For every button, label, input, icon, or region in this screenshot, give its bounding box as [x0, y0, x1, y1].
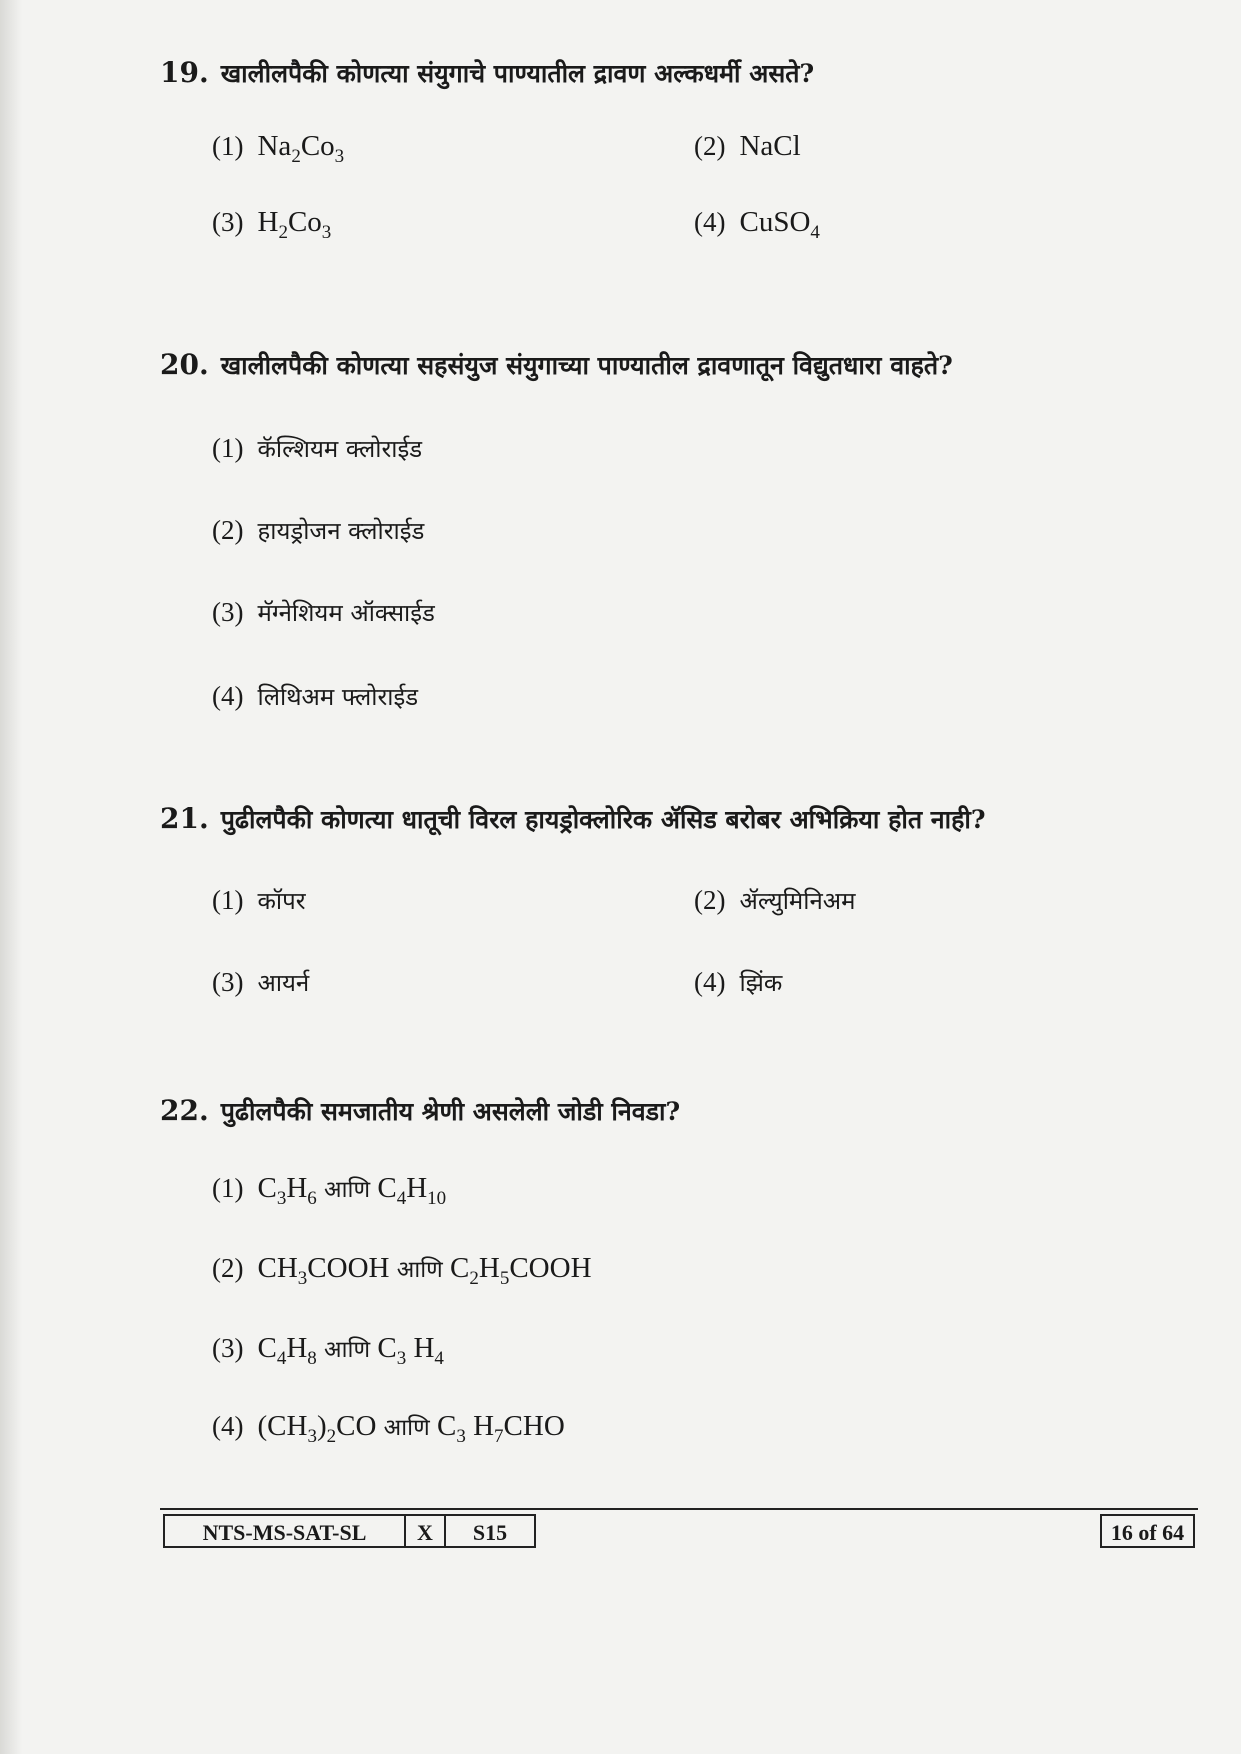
- question-21: 21. पुढीलपैकी कोणत्या धातूची विरल हायड्रोक्लोरिक ॲसिड बरोबर अभिक्रिया होत नाही?: [160, 802, 986, 835]
- question-text: खालीलपैकी कोणत्या संयुगाचे पाण्यातील द्रावण अल्कधर्मी असते?: [220, 59, 815, 88]
- option-22-2[interactable]: (2) $CH_3COOH$ आणि $C_2H_5COOH$: [212, 1252, 592, 1289]
- question-number: 19.: [160, 56, 209, 89]
- question-19: [160, 56, 814, 90]
- option-20-3[interactable]: (3) मॅग्नेशियम ऑक्साईड: [212, 597, 435, 627]
- option-19-2[interactable]: (2) NaCl: [694, 130, 801, 162]
- option-22-3[interactable]: (3) $C_4H_8$ आणि $C_3$ $H_4$: [212, 1332, 444, 1369]
- question-20: 20. खालीलपैकी कोणत्या सहसंयुज संयुगाच्या पाण्यातील द्रावणातून विद्युतधारा वाहते?: [160, 348, 953, 381]
- footer-code: NTS-MS-SAT-SL: [163, 1514, 406, 1548]
- option-20-4[interactable]: (4) लिथिअम फ्लोराईड: [212, 681, 419, 711]
- footer-class: X: [406, 1514, 446, 1548]
- question-22: 22. पुढीलपैकी समजातीय श्रेणी असलेली जोडी निवडा?: [160, 1094, 681, 1127]
- footer-set: S15: [446, 1514, 536, 1548]
- page-edge: [0, 0, 22, 1754]
- option-20-1[interactable]: (1) कॅल्शियम क्लोराईड: [212, 433, 423, 463]
- option-22-1[interactable]: (1) $C_3H_6$ आणि $C_4H_{10}$: [212, 1172, 447, 1209]
- footer-rule: [160, 1508, 1198, 1510]
- option-20-2[interactable]: (2) हायड्रोजन क्लोराईड: [212, 515, 425, 545]
- option-21-4[interactable]: (4) झिंक: [694, 967, 783, 997]
- option-21-2[interactable]: (2) ॲल्युमिनिअम: [694, 885, 856, 915]
- option-22-4[interactable]: (4) $(CH_3)_2CO$ आणि $C_3$ $H_7CHO$: [212, 1410, 565, 1447]
- option-21-1[interactable]: (1) कॉपर: [212, 885, 306, 915]
- option-19-1[interactable]: (1) $Na_2Co_3$: [212, 130, 345, 167]
- option-21-3[interactable]: (3) आयर्न: [212, 967, 310, 997]
- option-19-3[interactable]: (3) $H_2Co_3$: [212, 206, 332, 243]
- footer-page-number: 16 of 64: [1100, 1514, 1195, 1548]
- option-19-4[interactable]: (4) CuSO$_4$: [694, 206, 820, 243]
